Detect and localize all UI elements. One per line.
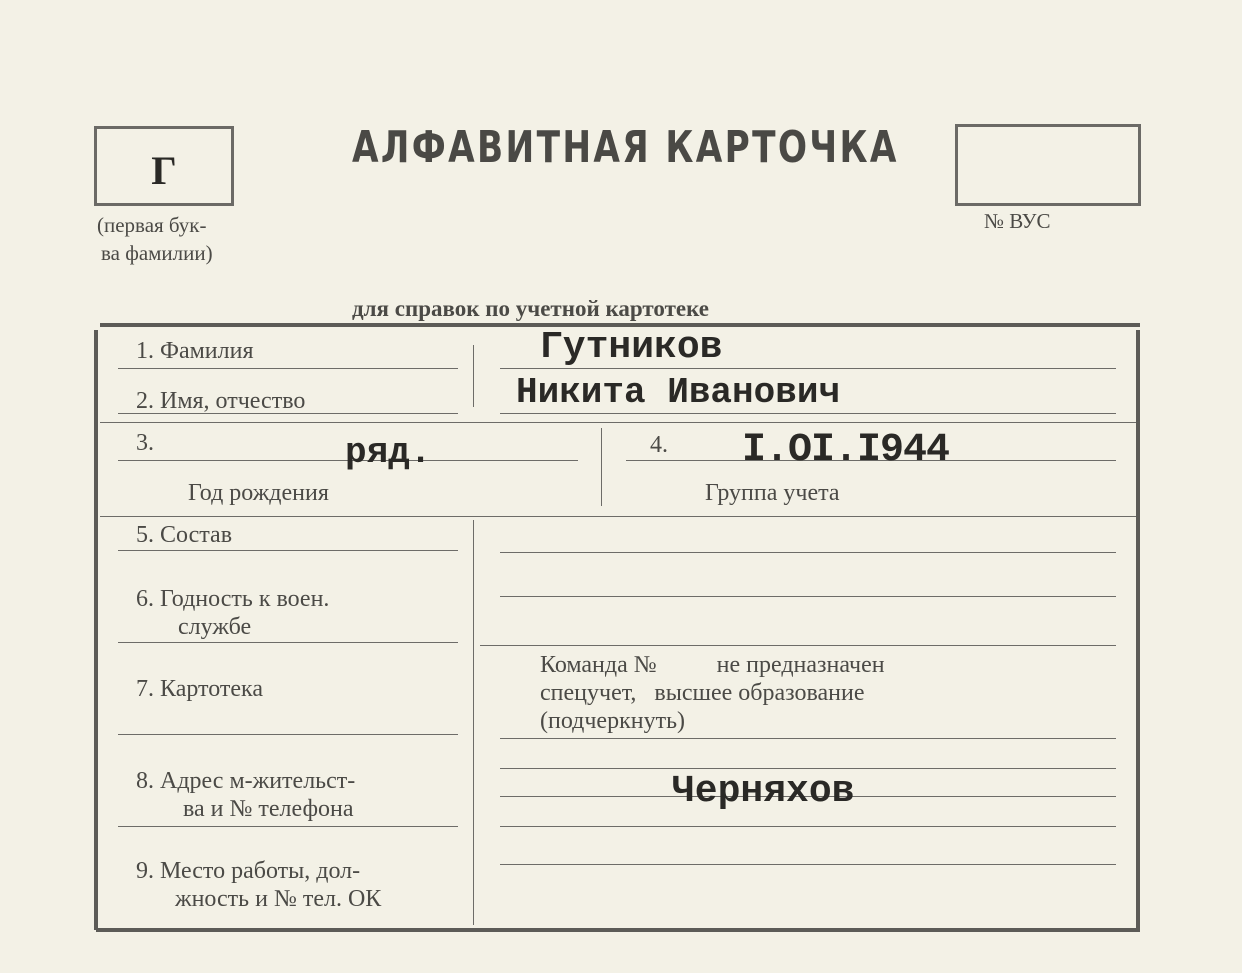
rule-r5 xyxy=(500,768,1116,769)
f9-label-2: жность и № тел. ОК xyxy=(175,886,382,912)
card-title: АЛФАВИТНАЯ КАРТОЧКА xyxy=(352,122,899,173)
name-patronymic-value: Никита Иванович xyxy=(516,372,841,413)
f8-label-2: ва и № телефона xyxy=(183,796,354,822)
underline-note: (подчеркнуть) xyxy=(540,708,686,734)
vus-box xyxy=(955,124,1141,206)
frame-bottom xyxy=(96,928,1140,932)
rank-value: ряд. xyxy=(345,432,432,473)
rule-r2 xyxy=(500,596,1116,597)
surname-value: Гутников xyxy=(540,326,723,369)
rule-r7 xyxy=(500,826,1116,827)
divider-top xyxy=(473,345,474,407)
f4-number: 4. xyxy=(650,432,668,458)
date-value: I.OI.I944 xyxy=(742,428,950,473)
surname-letter: Г xyxy=(151,148,177,193)
rule-r1 xyxy=(500,552,1116,553)
rule-f2-right xyxy=(500,413,1116,414)
f3-number: 3. xyxy=(136,430,154,456)
place-value: Черняхов xyxy=(672,770,855,813)
f1-label: 1. Фамилия xyxy=(136,338,254,364)
command-line: Команда № не предназначен xyxy=(540,652,885,678)
f7-label: 7. Картотека xyxy=(136,676,263,702)
rule-f5 xyxy=(118,550,458,551)
f6-label-2: службе xyxy=(178,614,252,640)
vus-label: № ВУС xyxy=(984,209,1051,233)
card-subtitle: для справок по учетной картотеке xyxy=(352,296,709,321)
rule-f8 xyxy=(118,826,458,827)
frame-right xyxy=(1136,330,1140,930)
rule-r3 xyxy=(480,645,1116,646)
divider-mid xyxy=(601,428,602,506)
f4-caption: Группа учета xyxy=(705,480,840,506)
f5-label: 5. Состав xyxy=(136,522,233,548)
f2-label: 2. Имя, отчество xyxy=(136,388,306,414)
letter-caption-1: (первая бук- xyxy=(97,213,207,237)
rule-f1-left xyxy=(118,368,458,369)
rule-f6 xyxy=(118,642,458,643)
letter-caption-2: ва фамилии) xyxy=(101,241,213,265)
letter-box xyxy=(94,126,234,206)
rule-r8 xyxy=(500,864,1116,865)
f8-label-1: 8. Адрес м-жительст- xyxy=(136,768,356,794)
f6-label-1: 6. Годность к воен. xyxy=(136,586,330,612)
rule-r4 xyxy=(500,738,1116,739)
special-record-line: спецучет, высшее образование xyxy=(540,680,865,706)
f3-caption: Год рождения xyxy=(188,480,329,506)
rule-full-2 xyxy=(100,516,1136,517)
rule-full-1 xyxy=(100,422,1136,423)
frame-left xyxy=(94,330,98,930)
divider-lower xyxy=(473,520,474,925)
f9-label-1: 9. Место работы, дол- xyxy=(136,858,361,884)
rule-f7 xyxy=(118,734,458,735)
